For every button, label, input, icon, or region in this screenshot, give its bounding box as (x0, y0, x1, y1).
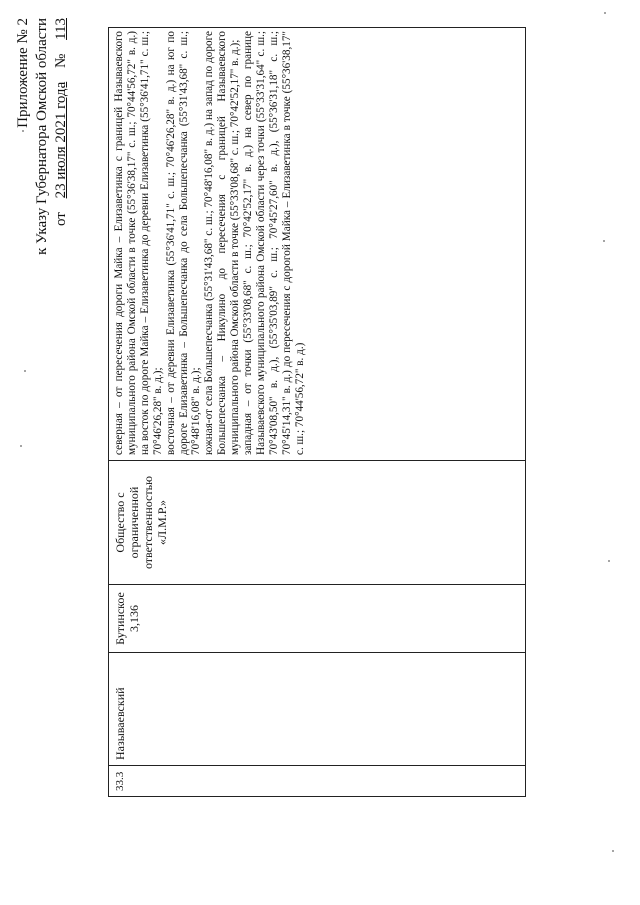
plot-name: Бутинское (113, 592, 127, 645)
scan-speck (24, 370, 26, 372)
boundary-north: северная – от пересечения дороги Майка – Елизаветинка с границей Называевского муниципального района Омской области в точке (55°36'38,17" с. ш.; 70°44'56,72" в. д.) на восток по дороге Майка – Елизаветинка до деревни Елизаветинка (55°36'41,71" с. ш.; 70°46'26,28" в. д.); (113, 31, 164, 455)
date-value: 23 июля 2021 года (53, 81, 69, 199)
boundaries-cell (109, 26, 525, 460)
plot-cell (109, 584, 525, 652)
scan-speck (22, 130, 24, 132)
decree-date-line (52, 18, 71, 255)
district-cell: Называевский (109, 652, 525, 765)
boundary-east: восточная – от деревни Елизаветинка (55°36'41,71" с. ш.; 70°46'26,28" в. д.) на юг по дороге Елизаветинка – Большепесчанка до села Большепесчанка (55°31'43,68" с. ш.; 70°48'16,08" в. д.); (164, 31, 203, 455)
decree-line: к Указу Губернатора Омской области (34, 18, 50, 255)
number-value: 113 (53, 18, 69, 40)
scan-speck (612, 850, 614, 852)
appendix-header (14, 18, 71, 255)
date-prefix: от (53, 212, 69, 227)
scan-speck (20, 445, 22, 447)
hunting-grounds-table (108, 27, 526, 797)
number-prefix: № (53, 53, 69, 69)
owner-cell: Общество с ограниченной ответственностью «Л.М.Р.» (109, 460, 525, 584)
appendix-title: Приложение № 2 (15, 18, 31, 128)
scan-speck (604, 12, 606, 14)
plot-area: 3,136 (127, 605, 141, 632)
row-number-cell: 33.3 (109, 765, 525, 796)
scan-speck (603, 240, 605, 242)
scan-speck (608, 560, 610, 562)
boundary-west: западная – от точки (55°33'08,68" с. ш.; 70°42'52,17" в. д.) на север по границе Называевского муниципального района Омской области через точки (55°33'31,64" с. ш.; 70°43'08,50" в. д.), (55°35'03,89" с. ш.; 70°45'27,60" в. д.), (55°36'31,18" с. ш.; 70°45'14,31" в. д.) до пересечения с дорогой Майка – Елизаветинка в точке (55°36'38,17" с. ш.; 70°44'56,72" в. д.) (242, 31, 306, 455)
boundary-south: южная-от села Большепесчанка (55°31'43,68" с. ш.; 70°48'16,08" в. д.) на запад по дороге Большепесчанка – Никулино до пересечения с границей Называевского муниципального района Омской области в точке (55°33'08,68" с. ш.; 70°42'52,17" в. д.); (203, 31, 242, 455)
